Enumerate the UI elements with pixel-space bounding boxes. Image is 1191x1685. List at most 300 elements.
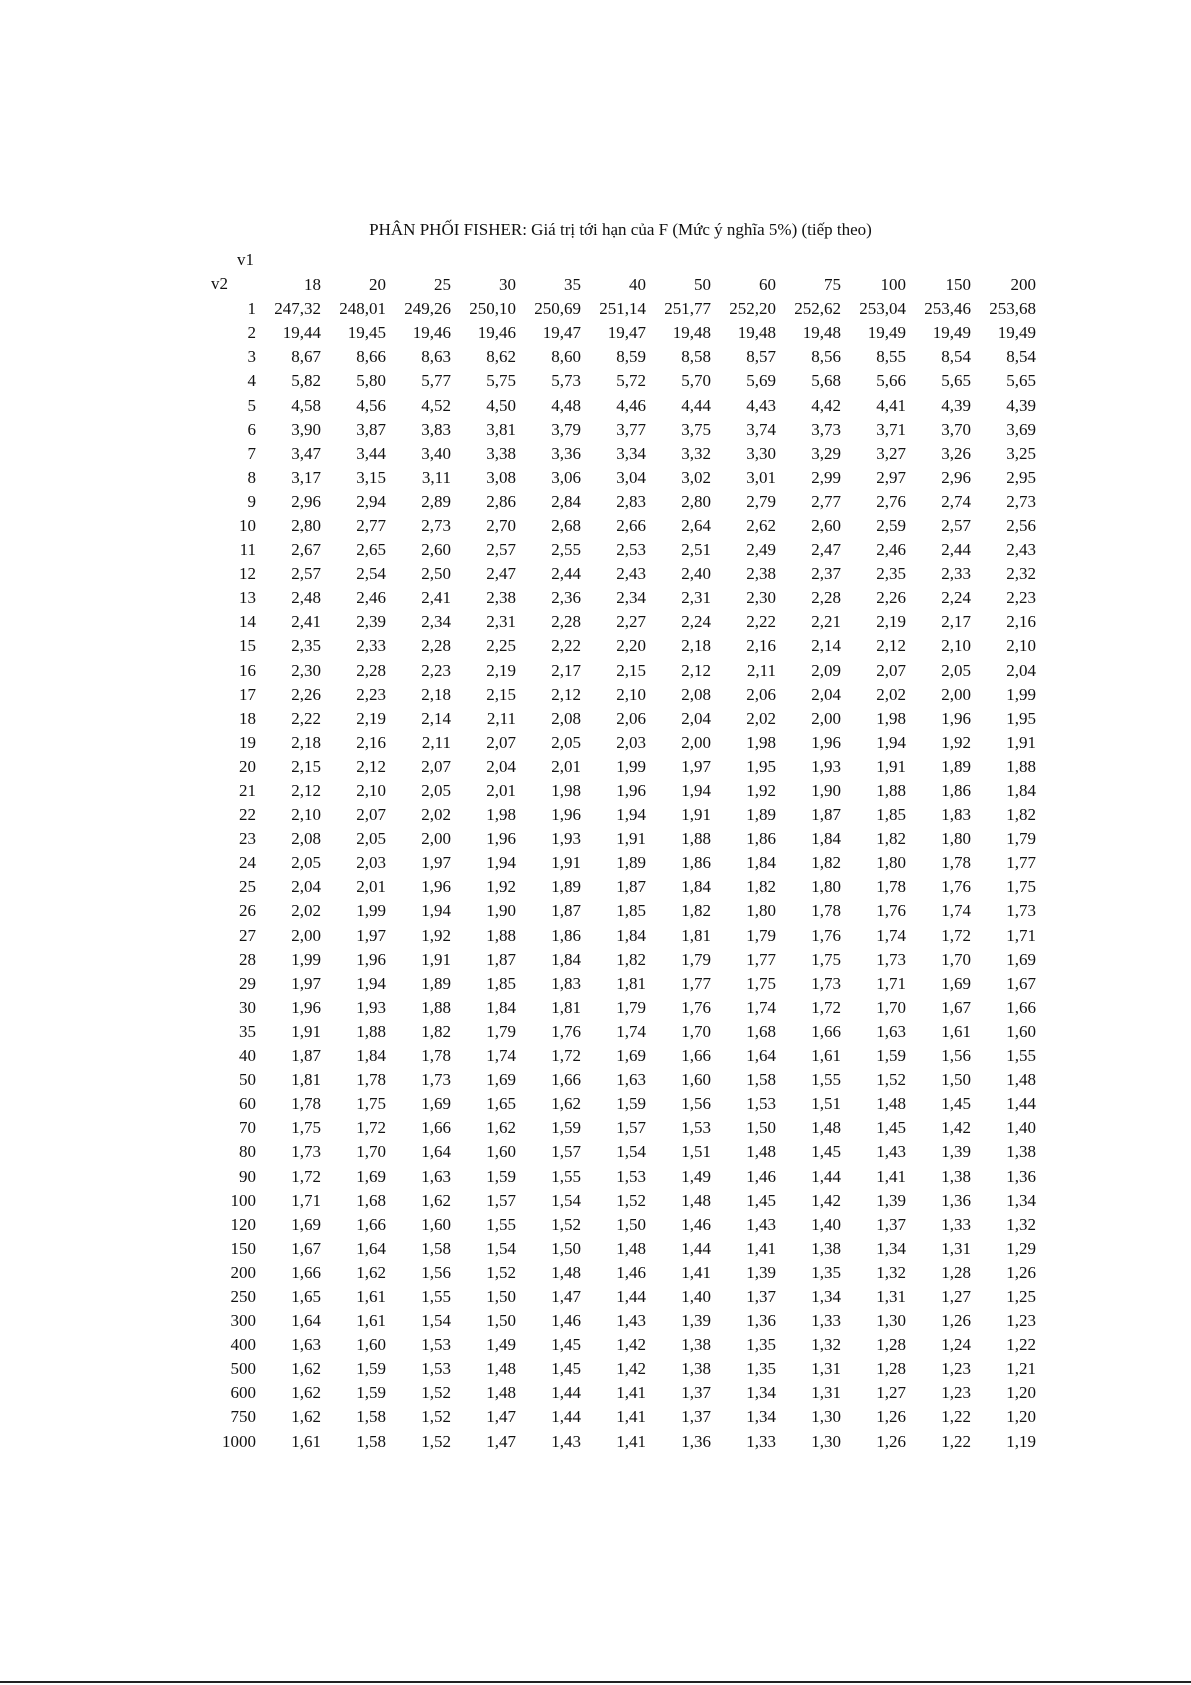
table-cell: 1,83 [941,805,971,825]
table-cell: 1,88 [876,781,906,801]
table-cell: 8,54 [941,347,971,367]
table-cell: 8,54 [1006,347,1036,367]
table-cell: 1,55 [486,1214,516,1234]
table-row [212,1430,1036,1454]
table-cell: 1,56 [681,1094,711,1114]
table-cell: 2,00 [421,829,451,849]
table-cell: 2,02 [746,708,776,728]
table-cell: 1,76 [941,877,971,897]
row-label: 60 [239,1094,256,1114]
table-cell: 1,82 [616,949,646,969]
table-cell: 1,40 [1006,1118,1036,1138]
table-cell: 1,96 [616,781,646,801]
table-cell: 2,83 [616,491,646,511]
table-row [212,586,1036,610]
table-cell: 1,57 [616,1118,646,1138]
table-cell: 1,78 [941,853,971,873]
table-cell: 2,47 [811,540,841,560]
table-cell: 1,62 [291,1383,321,1403]
table-row [212,707,1036,731]
table-cell: 2,68 [551,515,581,535]
row-label: 17 [239,684,256,704]
table-cell: 19,49 [867,323,906,343]
table-cell: 1,26 [941,1311,971,1331]
table-cell: 2,41 [421,588,451,608]
table-cell: 1,54 [551,1190,581,1210]
table-cell: 2,10 [291,805,321,825]
table-cell: 1,64 [421,1142,451,1162]
table-cell: 1,87 [486,949,516,969]
table-row [212,755,1036,779]
column-axis-label: v1 [237,250,254,269]
table-cell: 4,50 [486,395,516,415]
row-label: 90 [239,1166,256,1186]
table-cell: 5,68 [811,371,841,391]
table-cell: 3,71 [876,419,906,439]
table-cell: 1,33 [941,1214,971,1234]
table-cell: 8,60 [551,347,581,367]
table-cell: 2,70 [486,515,516,535]
table-cell: 1,73 [1006,901,1036,921]
table-cell: 1,56 [421,1262,451,1282]
table-cell: 1,31 [876,1286,906,1306]
table-cell: 5,65 [1006,371,1036,391]
table-cell: 1,96 [811,732,841,752]
page-bottom-rule [0,1681,1191,1683]
table-cell: 1,86 [746,829,776,849]
table-cell: 1,39 [876,1190,906,1210]
row-label: 23 [239,829,256,849]
table-cell: 1,38 [941,1166,971,1186]
table-cell: 1,82 [1006,805,1036,825]
table-cell: 1,60 [486,1142,516,1162]
table-cell: 2,57 [486,540,516,560]
table-cell: 1,53 [421,1359,451,1379]
table-cell: 1,46 [616,1262,646,1282]
table-cell: 1,79 [746,925,776,945]
table-cell: 2,28 [811,588,841,608]
table-cell: 1,23 [1006,1311,1036,1331]
table-cell: 1,96 [356,949,386,969]
table-cell: 1,81 [681,925,711,945]
table-cell: 1,96 [551,805,581,825]
column-header: 100 [880,275,906,295]
table-cell: 1,48 [681,1190,711,1210]
table-cell: 1,19 [1006,1431,1036,1451]
table-cell: 1,80 [941,829,971,849]
table-cell: 2,00 [681,732,711,752]
table-cell: 1,48 [876,1094,906,1114]
table-cell: 3,06 [551,467,581,487]
table-cell: 1,76 [811,925,841,945]
row-label: 150 [230,1238,256,1258]
table-cell: 2,41 [291,612,321,632]
table-cell: 2,15 [616,660,646,680]
row-label: 21 [239,781,256,801]
table-cell: 1,74 [616,1021,646,1041]
table-cell: 1,80 [811,877,841,897]
table-cell: 1,58 [421,1238,451,1258]
table-cell: 1,91 [681,805,711,825]
table-cell: 1,44 [551,1407,581,1427]
table-cell: 1,75 [746,973,776,993]
table-cell: 1,64 [356,1238,386,1258]
table-cell: 3,77 [616,419,646,439]
table-cell: 1,48 [811,1118,841,1138]
table-cell: 1,91 [876,756,906,776]
table-cell: 1,69 [1006,949,1036,969]
table-cell: 2,00 [941,684,971,704]
table-cell: 1,65 [486,1094,516,1114]
table-cell: 4,48 [551,395,581,415]
table-cell: 4,52 [421,395,451,415]
table-cell: 1,26 [876,1407,906,1427]
table-row [212,1285,1036,1309]
table-cell: 2,26 [291,684,321,704]
table-cell: 2,77 [811,491,841,511]
table-cell: 1,74 [941,901,971,921]
table-cell: 2,64 [681,515,711,535]
row-label: 70 [239,1118,256,1138]
table-cell: 5,66 [876,371,906,391]
table-row [212,851,1036,875]
table-cell: 1,98 [551,781,581,801]
row-label: 35 [239,1021,256,1041]
table-cell: 1,57 [486,1190,516,1210]
row-label: 6 [247,419,256,439]
table-cell: 2,11 [746,660,776,680]
table-cell: 2,74 [941,491,971,511]
table-cell: 1,63 [876,1021,906,1041]
table-cell: 2,06 [616,708,646,728]
row-label: 400 [230,1335,256,1355]
table-cell: 1,62 [551,1094,581,1114]
row-label: 50 [239,1070,256,1090]
table-cell: 1,64 [291,1311,321,1331]
row-label: 2 [247,323,256,343]
table-cell: 3,38 [486,443,516,463]
table-cell: 1,88 [421,997,451,1017]
table-cell: 1,89 [421,973,451,993]
table-cell: 1,58 [356,1431,386,1451]
table-cell: 2,49 [746,540,776,560]
table-cell: 2,03 [616,732,646,752]
table-row [212,972,1036,996]
table-cell: 1,61 [291,1431,321,1451]
table-cell: 1,22 [1006,1335,1036,1355]
table-cell: 19,48 [672,323,711,343]
row-label: 9 [247,491,256,511]
table-cell: 8,55 [876,347,906,367]
table-cell: 1,37 [876,1214,906,1234]
table-row [212,1333,1036,1357]
table-cell: 2,60 [811,515,841,535]
table-row [212,1405,1036,1429]
table-cell: 1,46 [746,1166,776,1186]
table-row [212,442,1036,466]
table-cell: 1,75 [356,1094,386,1114]
table-cell: 3,81 [486,419,516,439]
table-cell: 1,99 [356,901,386,921]
table-cell: 2,01 [551,756,581,776]
table-row [212,514,1036,538]
table-cell: 1,84 [356,1046,386,1066]
table-cell: 2,73 [421,515,451,535]
table-cell: 2,14 [421,708,451,728]
row-label: 5 [247,395,256,415]
table-cell: 1,84 [616,925,646,945]
table-cell: 1,81 [551,997,581,1017]
table-cell: 1,36 [681,1431,711,1451]
table-cell: 2,38 [746,564,776,584]
table-cell: 251,14 [599,299,646,319]
row-label: 600 [230,1383,256,1403]
table-cell: 1,78 [876,877,906,897]
row-label: 13 [239,588,256,608]
table-cell: 1,53 [616,1166,646,1186]
table-cell: 1,35 [746,1359,776,1379]
table-cell: 1,60 [421,1214,451,1234]
table-cell: 1,41 [616,1407,646,1427]
table-cell: 1,43 [551,1431,581,1451]
table-cell: 1,52 [616,1190,646,1210]
row-label: 16 [239,660,256,680]
table-cell: 1,45 [941,1094,971,1114]
table-cell: 2,59 [876,515,906,535]
table-cell: 3,47 [291,443,321,463]
table-cell: 1,67 [291,1238,321,1258]
table-cell: 5,75 [486,371,516,391]
table-cell: 1,41 [681,1262,711,1282]
table-cell: 1,87 [811,805,841,825]
table-cell: 1,69 [291,1214,321,1234]
table-cell: 3,87 [356,419,386,439]
table-cell: 3,17 [291,467,321,487]
table-cell: 1,73 [876,949,906,969]
table-cell: 1,75 [291,1118,321,1138]
table-cell: 2,97 [876,467,906,487]
table-cell: 2,20 [616,636,646,656]
table-cell: 2,54 [356,564,386,584]
row-label: 4 [247,371,256,391]
row-label: 7 [247,443,256,463]
table-cell: 2,33 [356,636,386,656]
row-label: 12 [239,564,256,584]
column-header: 40 [629,275,646,295]
table-cell: 1,71 [876,973,906,993]
table-cell: 1,91 [616,829,646,849]
table-cell: 1,32 [1006,1214,1036,1234]
table-cell: 1,87 [291,1046,321,1066]
table-row [212,1213,1036,1237]
row-axis-label: v2 [211,274,228,293]
table-cell: 2,23 [421,660,451,680]
table-cell: 2,10 [941,636,971,656]
row-label: 10 [239,515,256,535]
table-cell: 1,67 [1006,973,1036,993]
table-cell: 1,57 [551,1142,581,1162]
table-cell: 1,70 [681,1021,711,1041]
table-cell: 1,32 [876,1262,906,1282]
table-cell: 2,12 [551,684,581,704]
table-cell: 2,94 [356,491,386,511]
table-cell: 2,99 [811,467,841,487]
table-cell: 1,69 [356,1166,386,1186]
table-cell: 1,46 [681,1214,711,1234]
table-cell: 8,59 [616,347,646,367]
table-cell: 19,49 [997,323,1036,343]
table-cell: 1,52 [486,1262,516,1282]
table-cell: 1,91 [421,949,451,969]
table-row [212,779,1036,803]
table-cell: 1,99 [1006,684,1036,704]
table-cell: 1,58 [356,1407,386,1427]
table-cell: 1,49 [486,1335,516,1355]
table-cell: 2,18 [421,684,451,704]
table-cell: 1,55 [1006,1046,1036,1066]
table-cell: 2,07 [356,805,386,825]
table-row [212,1189,1036,1213]
table-cell: 1,94 [616,805,646,825]
table-cell: 1,38 [681,1335,711,1355]
table-cell: 2,57 [291,564,321,584]
table-cell: 1,41 [876,1166,906,1186]
table-cell: 2,86 [486,491,516,511]
table-cell: 1,56 [941,1046,971,1066]
table-cell: 1,45 [811,1142,841,1162]
table-cell: 1,27 [941,1286,971,1306]
table-cell: 1,74 [876,925,906,945]
table-cell: 1,35 [811,1262,841,1282]
table-cell: 253,04 [859,299,906,319]
table-cell: 1,78 [291,1094,321,1114]
table-cell: 3,69 [1006,419,1036,439]
table-cell: 2,18 [291,732,321,752]
table-cell: 1,85 [486,973,516,993]
column-header: 20 [369,275,386,295]
table-cell: 1,66 [681,1046,711,1066]
table-cell: 8,62 [486,347,516,367]
table-cell: 1,73 [421,1070,451,1090]
table-cell: 1,99 [291,949,321,969]
table-cell: 3,34 [616,443,646,463]
table-row [212,1261,1036,1285]
table-cell: 1,31 [941,1238,971,1258]
table-cell: 2,96 [291,491,321,511]
table-cell: 1,80 [746,901,776,921]
table-cell: 1,61 [356,1311,386,1331]
table-cell: 1,36 [746,1311,776,1331]
table-cell: 2,01 [356,877,386,897]
table-row [212,1116,1036,1140]
table-cell: 1,58 [746,1070,776,1090]
table-cell: 1,71 [1006,925,1036,945]
table-cell: 2,19 [356,708,386,728]
table-cell: 2,04 [1006,660,1036,680]
table-cell: 4,56 [356,395,386,415]
table-cell: 1,87 [616,877,646,897]
table-cell: 2,73 [1006,491,1036,511]
table-cell: 1,66 [421,1118,451,1138]
table-cell: 5,69 [746,371,776,391]
table-cell: 5,80 [356,371,386,391]
table-cell: 19,44 [282,323,321,343]
table-cell: 2,21 [811,612,841,632]
table-cell: 2,32 [1006,564,1036,584]
table-cell: 1,64 [746,1046,776,1066]
table-cell: 1,55 [421,1286,451,1306]
table-cell: 2,11 [486,708,516,728]
table-cell: 1,42 [616,1335,646,1355]
table-cell: 1,41 [616,1383,646,1403]
table-cell: 2,08 [291,829,321,849]
table-cell: 2,60 [421,540,451,560]
table-cell: 1,82 [681,901,711,921]
row-label: 120 [230,1214,256,1234]
table-cell: 8,58 [681,347,711,367]
table-row [212,1068,1036,1092]
row-label: 100 [230,1190,256,1210]
table-cell: 2,50 [421,564,451,584]
table-cell: 1,94 [356,973,386,993]
table-cell: 2,31 [486,612,516,632]
table-cell: 1,60 [1006,1021,1036,1041]
table-cell: 1,44 [551,1383,581,1403]
table-cell: 2,28 [421,636,451,656]
table-cell: 1,70 [876,997,906,1017]
table-cell: 1,53 [746,1094,776,1114]
table-cell: 2,18 [681,636,711,656]
table-cell: 1,94 [681,781,711,801]
table-cell: 1,43 [616,1311,646,1331]
table-cell: 2,02 [291,901,321,921]
header-cells [256,275,1036,295]
table-cell: 1,96 [486,829,516,849]
table-cell: 1,89 [941,756,971,776]
table-cell: 247,32 [274,299,321,319]
row-label: 8 [247,467,256,487]
table-cell: 1,79 [616,997,646,1017]
table-cell: 2,39 [356,612,386,632]
table-cell: 1,50 [486,1286,516,1306]
table-cell: 8,67 [291,347,321,367]
table-cell: 1,20 [1006,1407,1036,1427]
table-cell: 1,30 [811,1431,841,1451]
table-cell: 1,53 [681,1118,711,1138]
row-label: 19 [239,732,256,752]
table-cell: 3,01 [746,467,776,487]
table-cell: 1,61 [811,1046,841,1066]
table-cell: 1,69 [616,1046,646,1066]
table-cell: 3,15 [356,467,386,487]
table-cell: 1,44 [811,1166,841,1186]
table-cell: 1,35 [746,1335,776,1355]
table-cell: 1,82 [811,853,841,873]
table-row [212,1092,1036,1116]
table-cell: 1,48 [551,1262,581,1282]
table-cell: 2,01 [486,781,516,801]
table-cell: 2,09 [811,660,841,680]
table-cell: 1,32 [811,1335,841,1355]
row-label: 27 [239,925,256,945]
table-cell: 1,34 [1006,1190,1036,1210]
table-cell: 1,82 [746,877,776,897]
table-cell: 5,70 [681,371,711,391]
table-cell: 2,11 [421,732,451,752]
table-cell: 1,69 [941,973,971,993]
table-cell: 252,20 [729,299,776,319]
row-label: 300 [230,1311,256,1331]
